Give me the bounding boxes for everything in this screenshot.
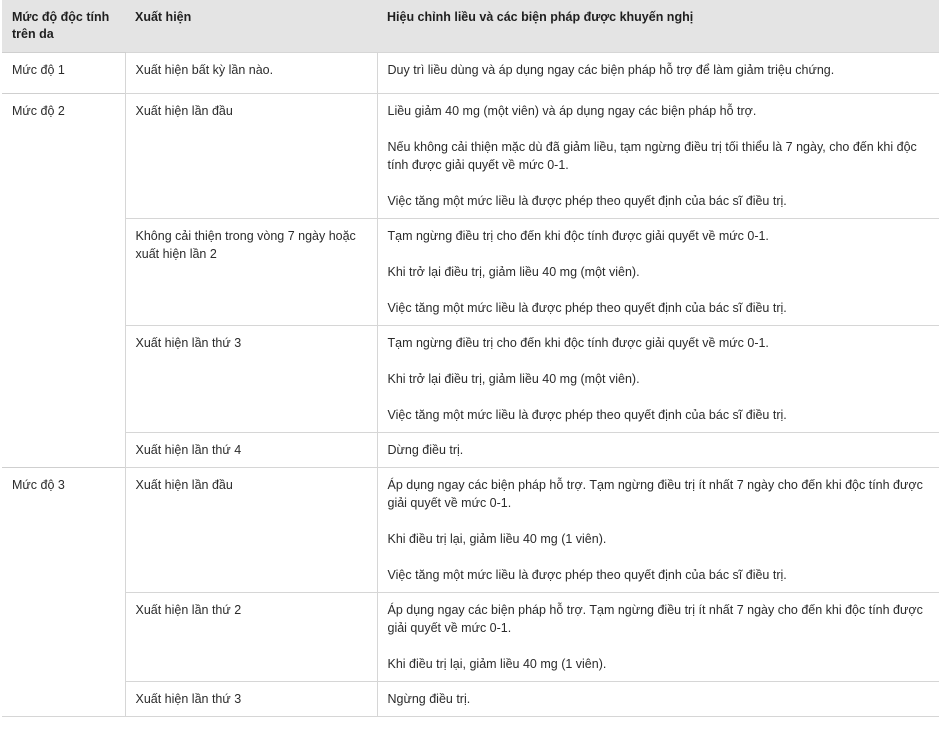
action-cell	[377, 94, 939, 219]
action-text: Khi điều trị lại, giảm liều 40 mg (1 viên).	[387, 657, 607, 671]
action-cell	[377, 219, 939, 326]
occurrence-cell: Không cải thiện trong vòng 7 ngày hoặc xuất hiện lần 2	[125, 219, 377, 326]
occurrence-cell: Xuất hiện lần thứ 3	[125, 682, 377, 717]
header-grade: Mức độ độc tính trên da	[2, 0, 125, 53]
table-row	[2, 326, 939, 433]
action-cell	[377, 682, 939, 717]
action-text: Tạm ngừng điều trị cho đến khi độc tính được giải quyết về mức 0-1.	[387, 336, 769, 350]
table-header	[2, 0, 939, 53]
grade-cell: Mức độ 1	[2, 53, 125, 94]
action-text: Tạm ngừng điều trị cho đến khi độc tính được giải quyết về mức 0-1.	[387, 229, 769, 243]
occurrence-cell: Xuất hiện lần thứ 2	[125, 593, 377, 682]
action-text: Áp dụng ngay các biện pháp hỗ trợ. Tạm ngừng điều trị ít nhất 7 ngày cho đến khi độc tính được giải quyết về mức 0-1.	[387, 603, 923, 635]
action-text: Việc tăng một mức liều là được phép theo quyết định của bác sĩ điều trị.	[387, 568, 787, 582]
action-text: Việc tăng một mức liều là được phép theo quyết định của bác sĩ điều trị.	[387, 408, 787, 422]
action-text: Liều giảm 40 mg (một viên) và áp dụng ngay các biện pháp hỗ trợ.	[387, 104, 757, 118]
header-action: Hiệu chỉnh liều và các biện pháp được khuyến nghị	[377, 0, 939, 53]
action-text: Việc tăng một mức liều là được phép theo quyết định của bác sĩ điều trị.	[387, 301, 787, 315]
action-text: Việc tăng một mức liều là được phép theo quyết định của bác sĩ điều trị.	[387, 194, 787, 208]
table-row	[2, 53, 939, 94]
occurrence-cell: Xuất hiện lần đầu	[125, 94, 377, 219]
table-body	[2, 53, 939, 717]
action-cell	[377, 326, 939, 433]
occurrence-cell: Xuất hiện lần thứ 4	[125, 433, 377, 468]
action-text: Khi trở lại điều trị, giảm liều 40 mg (một viên).	[387, 372, 640, 386]
grade-cell: Mức độ 3	[2, 468, 125, 717]
table-row	[2, 219, 939, 326]
occurrence-cell: Xuất hiện lần thứ 3	[125, 326, 377, 433]
table-row	[2, 433, 939, 468]
action-text: Khi điều trị lại, giảm liều 40 mg (1 viên).	[387, 532, 607, 546]
table-row	[2, 468, 939, 593]
action-cell	[377, 433, 939, 468]
action-text: Nếu không cải thiện mặc dù đã giảm liều, tạm ngừng điều trị tối thiểu là 7 ngày, cho đến khi độc tính được giải quyết về mức 0-1.	[387, 140, 917, 172]
action-text: Duy trì liều dùng và áp dụng ngay các biện pháp hỗ trợ để làm giảm triệu chứng.	[387, 63, 835, 77]
action-text: Áp dụng ngay các biện pháp hỗ trợ. Tạm ngừng điều trị ít nhất 7 ngày cho đến khi độc tính được giải quyết về mức 0-1.	[387, 478, 923, 510]
occurrence-cell: Xuất hiện lần đầu	[125, 468, 377, 593]
action-cell	[377, 593, 939, 682]
grade-cell: Mức độ 2	[2, 94, 125, 468]
table-row	[2, 94, 939, 219]
action-cell	[377, 53, 939, 94]
header-row	[2, 0, 939, 53]
table-row	[2, 682, 939, 717]
table-row	[2, 593, 939, 682]
skin-toxicity-dose-table	[2, 0, 939, 717]
occurrence-cell: Xuất hiện bất kỳ lần nào.	[125, 53, 377, 94]
header-occurrence: Xuất hiện	[125, 0, 377, 53]
action-text: Dừng điều trị.	[387, 443, 464, 457]
action-text: Ngừng điều trị.	[387, 692, 471, 706]
action-text: Khi trở lại điều trị, giảm liều 40 mg (một viên).	[387, 265, 640, 279]
action-cell	[377, 468, 939, 593]
